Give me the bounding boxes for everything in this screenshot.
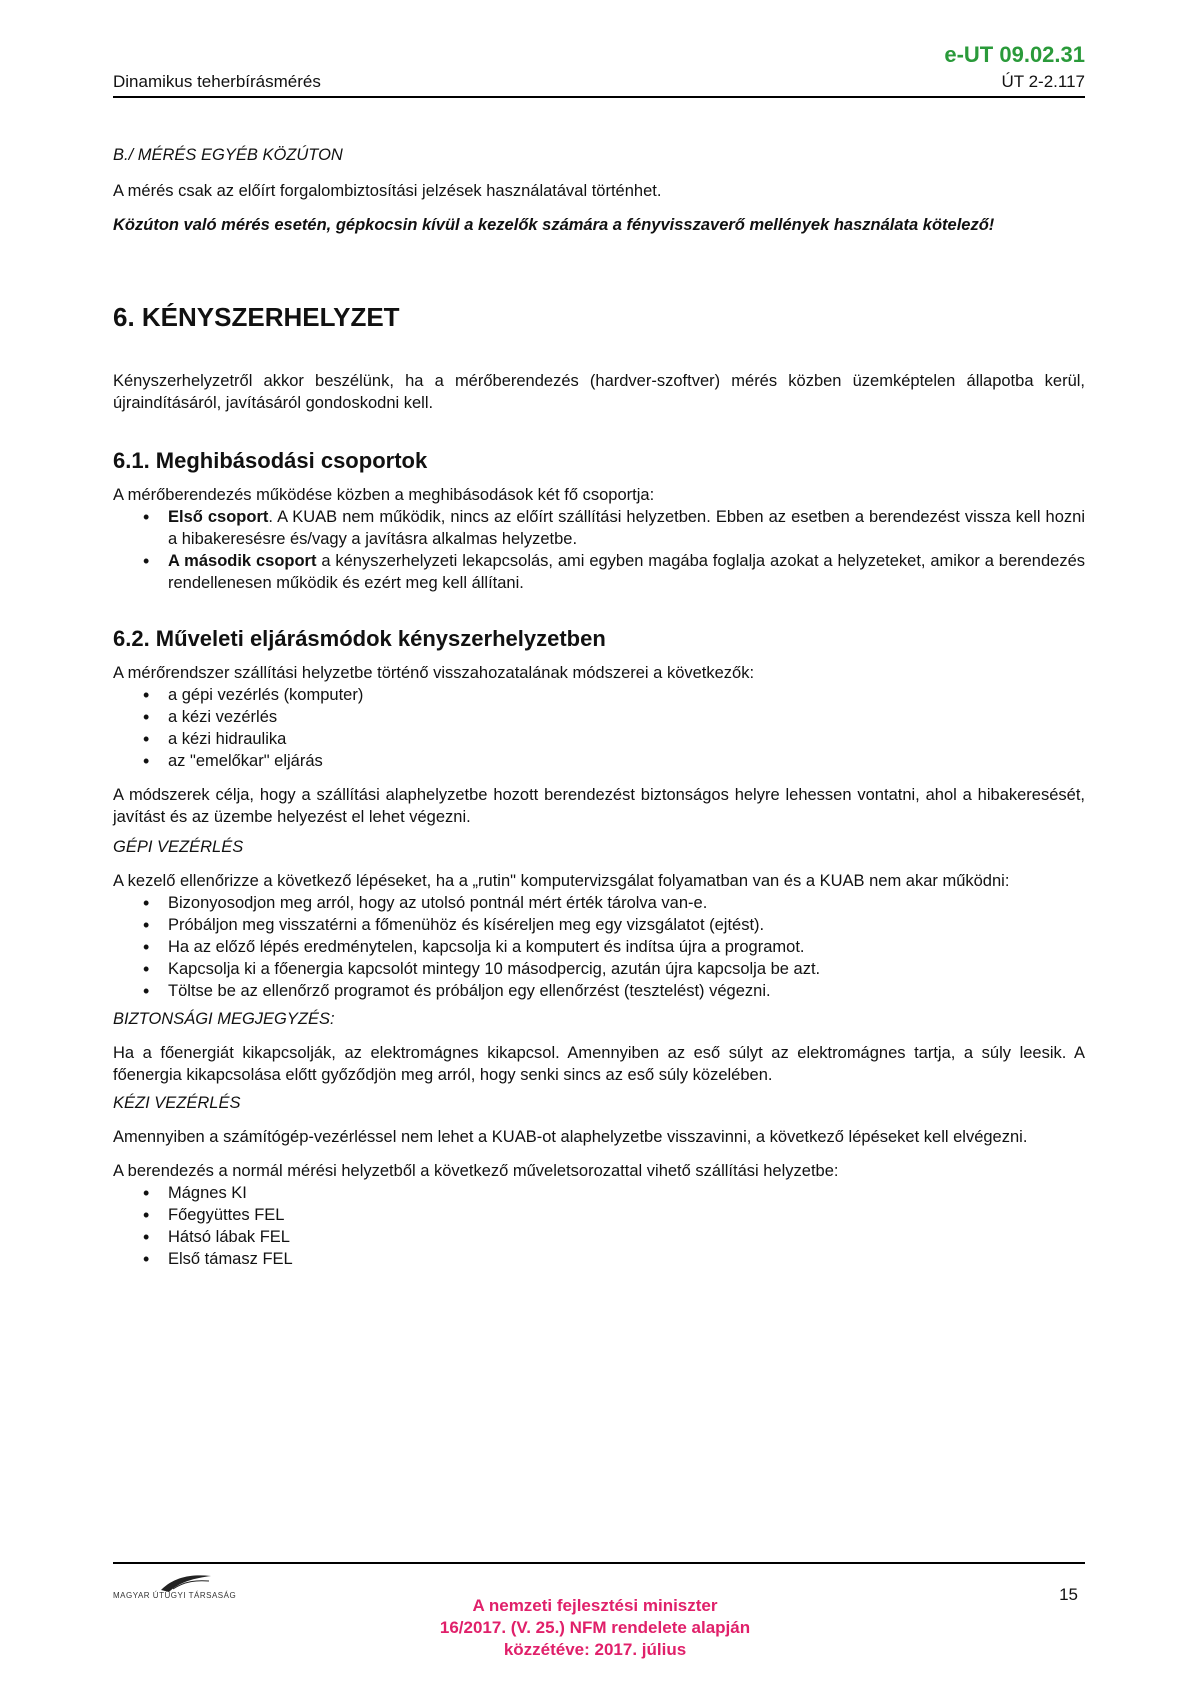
list-item: • Ha az előző lépés eredménytelen, kapcsolja ki a komputert és indítsa újra a programot. bbox=[113, 936, 1085, 958]
document-title: Dinamikus teherbírásmérés bbox=[113, 72, 321, 91]
list-item: • a gépi vezérlés (komputer) bbox=[113, 684, 1085, 706]
gepi-steps-list bbox=[113, 892, 1085, 1002]
chapter-6-intro: Kényszerhelyzetről akkor beszélünk, ha a mérőberendezés (hardver-szoftver) mérés közben üzemképtelen állapotba kerül, újraindításáról, javításáról gondoskodni kell. bbox=[113, 372, 1085, 412]
list-item: • A második csoport a kényszerhelyzeti lekapcsolás, ami egyben magába foglalja azokat a helyzeteket, amikor a berendezés rendellenesen működik és ezért meg kell állítani. bbox=[113, 550, 1085, 594]
failure-groups-list bbox=[113, 506, 1085, 594]
gepi-vezerles-title: GÉPI VEZÉRLÉS bbox=[113, 838, 244, 856]
standard-ref: ÚT 2-2.117 bbox=[1001, 72, 1085, 91]
logo-text: MAGYAR ÚTÜGYI TÁRSASÁG bbox=[113, 1591, 237, 1600]
list-item: • Kapcsolja ki a főenergia kapcsolót mintegy 10 másodpercig, azután újra kapcsolja be azt. bbox=[113, 958, 1085, 980]
page-content bbox=[113, 140, 1085, 1270]
list-item: • az "emelőkar" eljárás bbox=[113, 750, 1085, 772]
page-header bbox=[113, 72, 1085, 98]
list-item: • Első csoport. A KUAB nem működik, nincs az előírt szállítási helyzetben. Ebben az esetben a berendezést vissza kell hozni a hibakeresésre és/vagy a javításra alkalmas helyzetbe. bbox=[113, 506, 1085, 550]
list-item: • Bizonyosodjon meg arról, hogy az utolsó pontnál mért érték tárolva van-e. bbox=[113, 892, 1085, 914]
kezi-vezerles-p2: A berendezés a normál mérési helyzetből a következő műveletsorozattal vihető szállítási helyzetbe: bbox=[113, 1162, 839, 1180]
section-b-warning: Közúton való mérés esetén, gépkocsin kívül a kezelők számára a fényvisszaverő mellények használata kötelező! bbox=[113, 216, 995, 234]
page-number: 15 bbox=[1059, 1585, 1078, 1604]
list-item: • a kézi hidraulika bbox=[113, 728, 1085, 750]
section-6-1-title: 6.1. Meghibásodási csoportok bbox=[113, 448, 428, 473]
list-item: • Próbáljon meg visszatérni a főmenühöz és kíséreljen meg egy vizsgálatot (ejtést). bbox=[113, 914, 1085, 936]
gepi-vezerles-lead: A kezelő ellenőrizze a következő lépéseket, ha a „rutin" komputervizsgálat folyamatban van és a KUAB nem akar működni: bbox=[113, 872, 1010, 890]
methods-list bbox=[113, 684, 1085, 772]
safety-note-text: Ha a főenergiát kikapcsolják, az elektromágnes kikapcsol. Amennyiben az eső súlyt az elektromágnes tartja, a súly leesik. A főenergia kikapcsolása előtt győződjön meg arról, hogy senki sincs az eső súly közelében. bbox=[113, 1044, 1085, 1084]
kezi-vezerles-title: KÉZI VEZÉRLÉS bbox=[113, 1094, 241, 1112]
list-item: • Mágnes KI bbox=[113, 1182, 1085, 1204]
list-item: • a kézi vezérlés bbox=[113, 706, 1085, 728]
chapter-6-title: 6. KÉNYSZERHELYZET bbox=[113, 302, 400, 332]
section-6-2-title: 6.2. Műveleti eljárásmódok kényszerhelyzetben bbox=[113, 626, 606, 651]
section-6-1-lead: A mérőberendezés működése közben a meghibásodások két fő csoportja: bbox=[113, 486, 655, 504]
document-code: e-UT 09.02.31 bbox=[944, 42, 1085, 67]
safety-note-title: BIZTONSÁGI MEGJEGYZÉS: bbox=[113, 1010, 335, 1028]
list-item: • Első támasz FEL bbox=[113, 1248, 1085, 1270]
list-item: • Hátsó lábak FEL bbox=[113, 1226, 1085, 1248]
kezi-vezerles-p1: Amennyiben a számítógép-vezérléssel nem lehet a KUAB-ot alaphelyzetbe visszavinni, a következő lépéseket kell elvégezni. bbox=[113, 1128, 1028, 1146]
list-item: • Töltse be az ellenőrző programot és próbáljon egy ellenőrzést (tesztelést) végezni. bbox=[113, 980, 1085, 1002]
kezi-steps-list bbox=[113, 1182, 1085, 1270]
list-item: • Főegyüttes FEL bbox=[113, 1204, 1085, 1226]
methods-goal: A módszerek célja, hogy a szállítási alaphelyzetbe hozott berendezést biztonságos helyre lehessen vontatni, ahol a hibakeresését, javítást és az üzembe helyezést el lehet végezni. bbox=[113, 786, 1085, 826]
section-b-title: B./ MÉRÉS EGYÉB KÖZÚTON bbox=[113, 146, 343, 164]
section-6-2-lead: A mérőrendszer szállítási helyzetbe történő visszahozatalának módszerei a következők: bbox=[113, 664, 755, 682]
publication-note: A nemzeti fejlesztési miniszter 16/2017. (V. 25.) NFM rendelete alapján közzétéve: 2017. július bbox=[439, 1596, 751, 1659]
footer-divider bbox=[113, 1562, 1085, 1564]
section-b-p1: A mérés csak az előírt forgalombiztosítási jelzések használatával történhet. bbox=[113, 182, 662, 200]
